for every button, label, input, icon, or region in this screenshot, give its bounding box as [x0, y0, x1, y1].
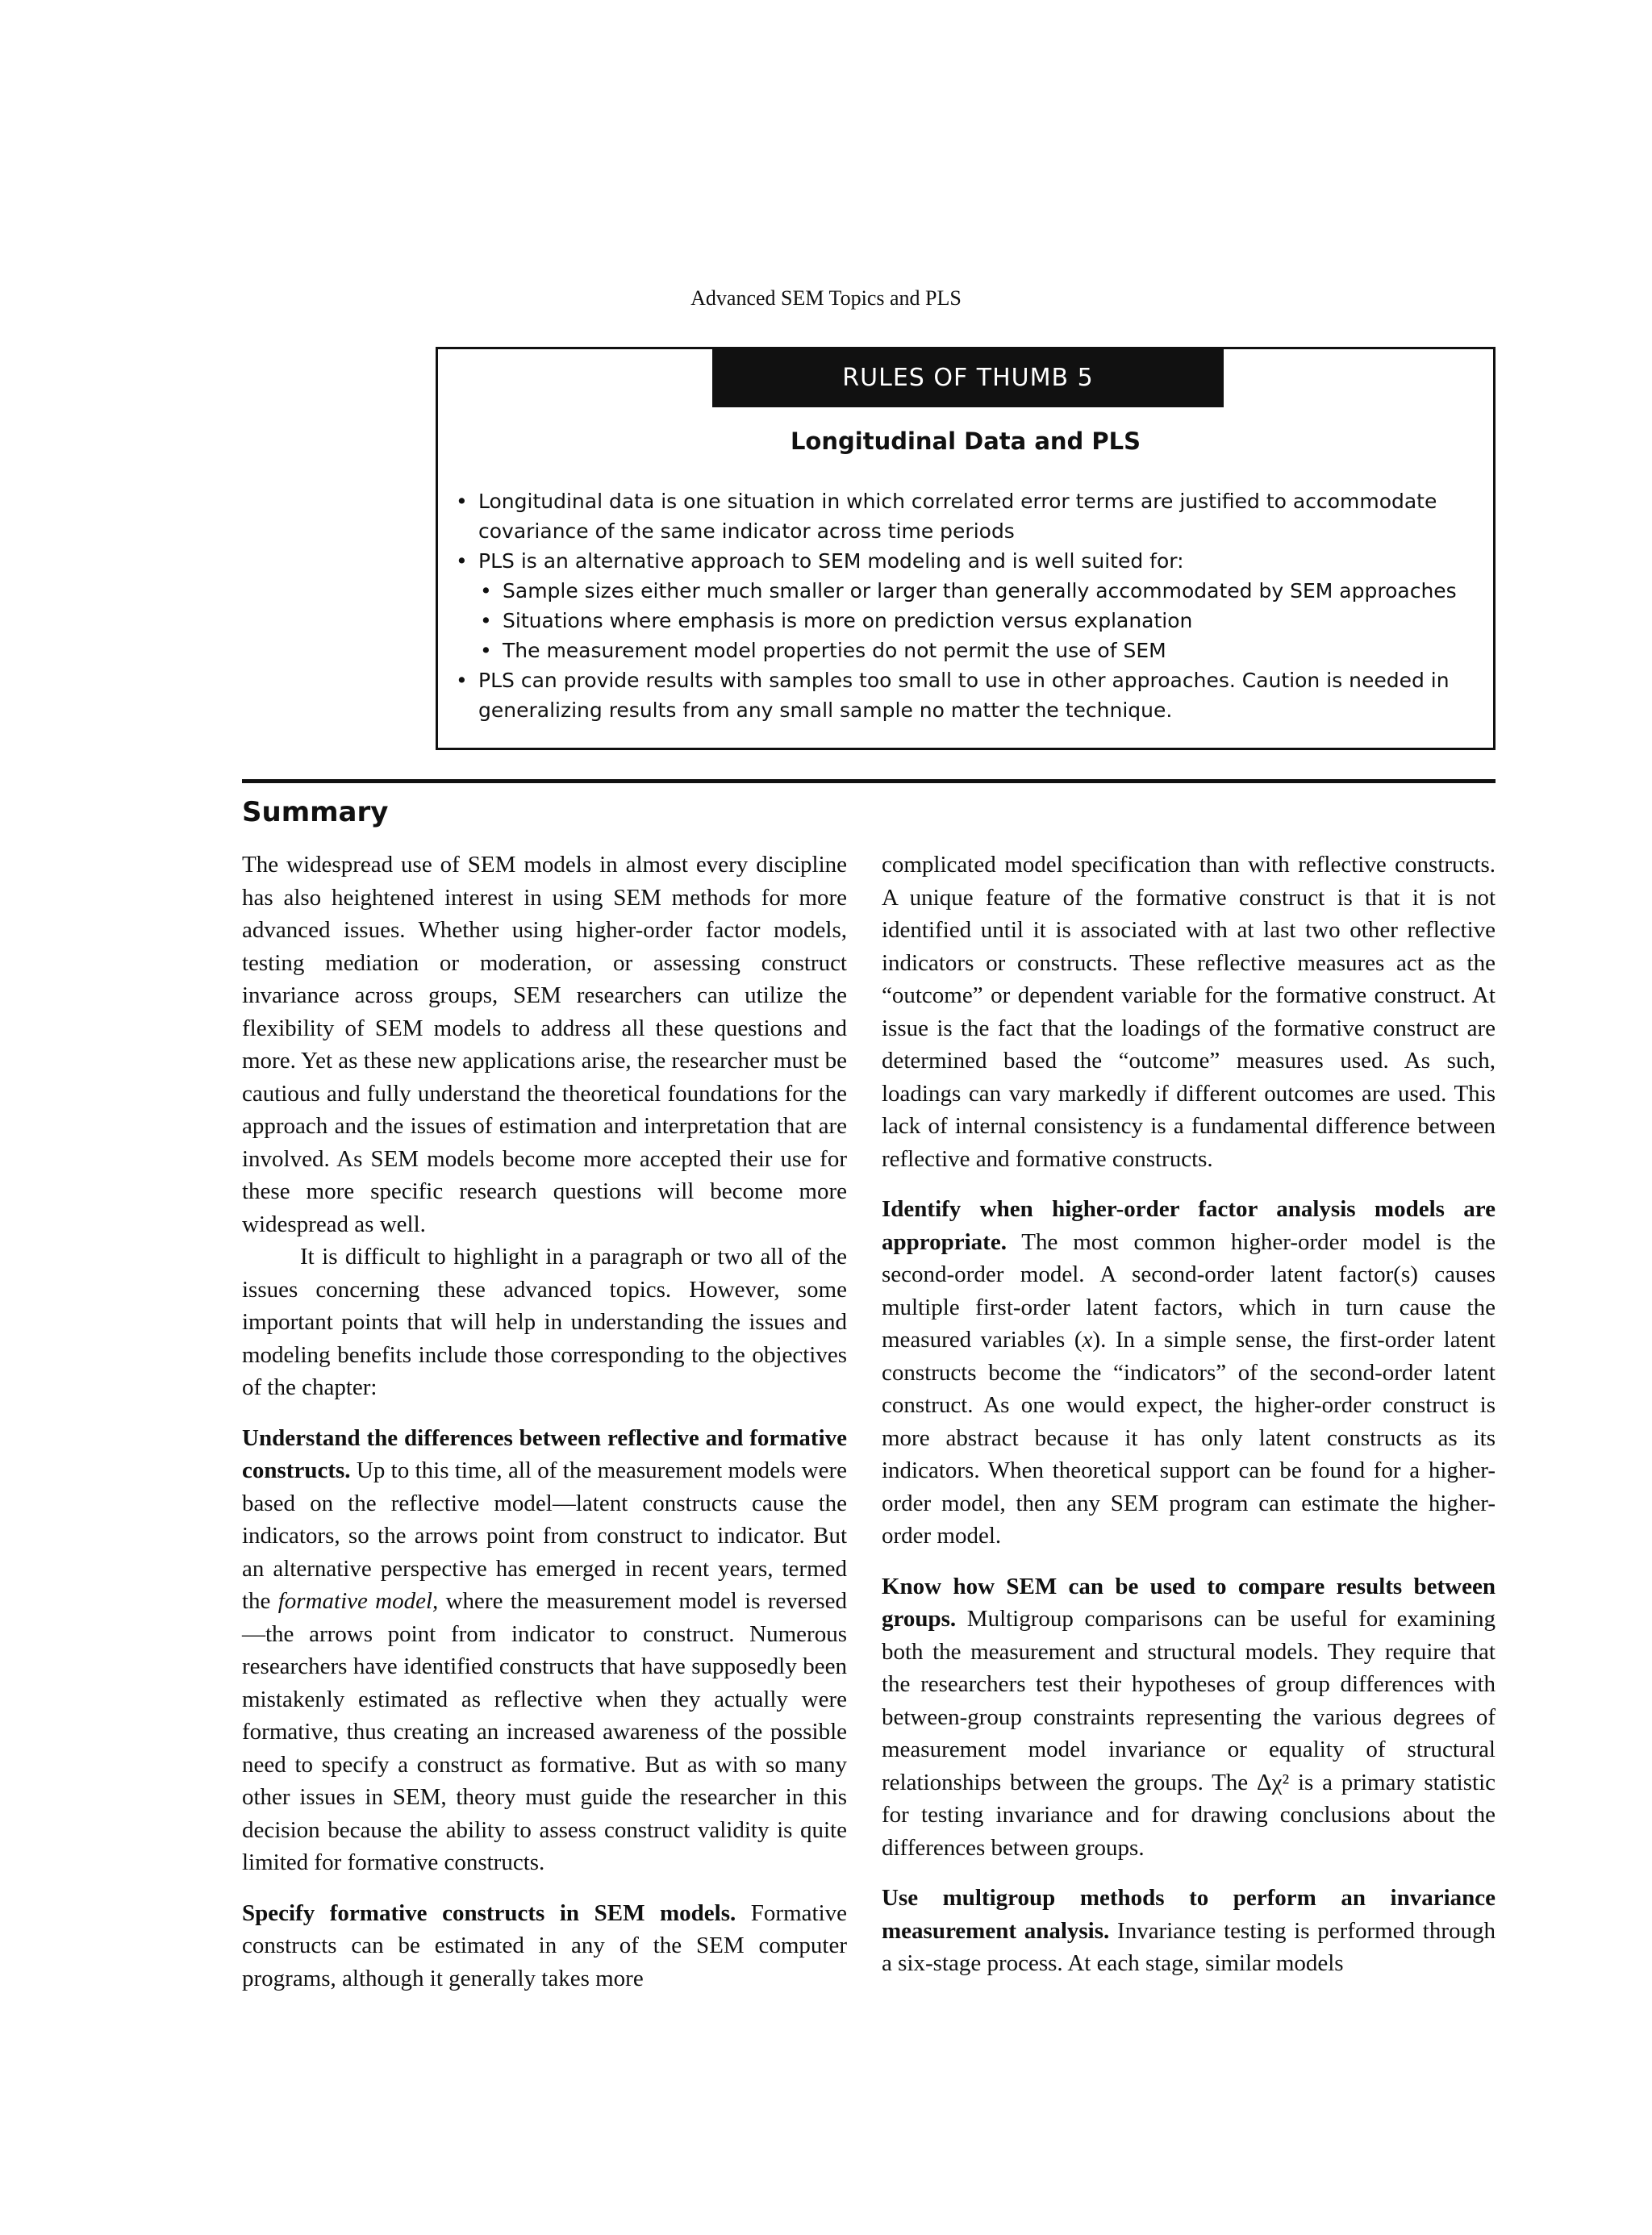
rules-list: [438, 486, 1493, 725]
paragraph-heading: Know how SEM can be used to compare results between groups.: [882, 1573, 1496, 1632]
rules-subitem: • Situations where emphasis is more on prediction versus explanation: [438, 606, 1493, 636]
left-column: [242, 849, 847, 1995]
rules-item: • PLS can provide results with samples too small to use in other approaches. Caution is needed in generalizing results from any small sample no matter the technique.: [438, 665, 1493, 725]
running-head: Advanced SEM Topics and PLS: [690, 286, 962, 310]
delta-chi-square-symbol: Δχ²: [1256, 1769, 1290, 1795]
paragraph-heading: Specify formative constructs in SEM models.: [242, 1899, 736, 1926]
rules-item: • PLS is an alternative approach to SEM modeling and is well suited for:: [438, 546, 1493, 576]
paragraph: The widespread use of SEM models in almost every discipline has also heightened interest in using SEM methods for more advanced issues. Whether using higher-order factor models, testing mediation or moderation, or assessing construct invariance across groups, SEM researchers can utilize the flexibility of SEM models to address all these questions and more. Yet as these new applications arise, the researcher must be cautious and fully understand the theoretical foundations for the approach and the issues of estimation and interpretation that are involved. As SEM models become more accepted their use for these more specific research questions will become more widespread as well.: [242, 852, 847, 1237]
rules-subitem: • The measurement model properties do not permit the use of SEM: [438, 636, 1493, 665]
rules-title: Longitudinal Data and PLS: [790, 427, 1141, 455]
paragraph: It is difficult to highlight in a paragraph or two all of the issues concerning these advanced topics. However, some important points that will help in understanding the issues and modeling benefits include those corresponding to the objectives of the chapter:: [242, 1244, 847, 1400]
rules-banner: RULES OF THUMB 5: [712, 349, 1224, 407]
section-divider: [242, 779, 1496, 783]
paragraph-heading: Identify when higher-order factor analysis models are appropriate.: [882, 1196, 1496, 1255]
rules-subitem: • Sample sizes either much smaller or larger than generally accommodated by SEM approaches: [438, 576, 1493, 606]
paragraph-heading: Use multigroup methods to perform an invariance measurement analysis.: [882, 1885, 1496, 1944]
paragraph: Identify when higher-order factor analysis models are appropriate. The most common higher-order model is the second-order model. A second-order latent factor(s) causes multiple first-order latent factors, which in turn cause the measured variables (x). In a simple sense, the first-order latent constructs become the “indicators” of the second-order latent construct. As one would expect, the higher-order construct is more abstract because it has only latent constructs as its indicators. When theoretical support can be found for a higher-order model, then any SEM program can estimate the higher-order model.: [882, 1196, 1496, 1549]
rules-of-thumb-box: [436, 347, 1496, 750]
paragraph: Know how SEM can be used to compare results between groups. Multigroup comparisons can be useful for examining both the measurement and structural models. They require that the researchers test their hypotheses of group differences with between-group constraints representing the various degrees of measurement model invariance or equality of structural relationships between the groups. The Δχ² is a primary statistic for testing invariance and for drawing conclusions about the differences between groups.: [882, 1573, 1496, 1861]
paragraph: Use multigroup methods to perform an invariance measurement analysis. Invariance testing is performed through a six-stage process. At each stage, similar models: [882, 1885, 1496, 1976]
rules-item: • Longitudinal data is one situation in which correlated error terms are justified to accommodate covariance of the same indicator across time periods: [438, 486, 1493, 546]
emphasis: formative model,: [277, 1588, 439, 1614]
paragraph-heading: Understand the differences between reflective and formative constructs.: [242, 1424, 847, 1483]
variable: x: [1082, 1327, 1093, 1353]
section-heading: Summary: [242, 796, 389, 828]
paragraph: complicated model specification than with reflective constructs. A unique feature of the formative construct is that it is not identified until it is associated with at last two other reflective indicators or constructs. These reflective measures act as the “outcome” or dependent variable for the formative construct. At issue is the fact that the loadings of the formative construct are determined based the “outcome” measures used. As such, loadings can vary markedly if different outcomes are used. This lack of internal consistency is a fundamental difference between reflective and formative constructs.: [882, 852, 1496, 1172]
paragraph: Specify formative constructs in SEM models. Formative constructs can be estimated in any of the SEM computer programs, although it generally takes more: [242, 1899, 847, 1991]
paragraph: Understand the differences between reflective and formative constructs. Up to this time, all of the measurement models were based on the reflective model—latent constructs cause the indicators, so the arrows point from construct to indicator. But an alternative perspective has emerged in recent years, termed the formative model, where the measurement model is reversed—the arrows point from indicator to construct. Numerous researchers have identified constructs that have supposedly been mistakenly estimated as reflective when they actually were formative, thus creating an increased awareness of the possible need to specify a construct as formative. But as with so many other issues in SEM, theory must guide the researcher in this decision because the ability to assess construct validity is quite limited for formative constructs.: [242, 1424, 848, 1875]
right-column: [882, 849, 1496, 1980]
